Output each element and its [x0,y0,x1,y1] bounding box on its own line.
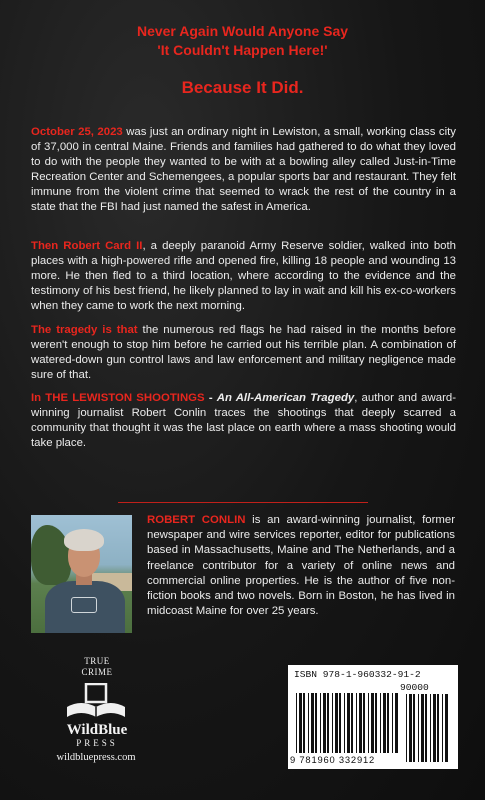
paragraph-1-lead: October 25, 2023 [31,126,123,138]
subhead: Because It Did. [181,78,304,97]
barcode-bar [445,694,448,762]
headline-line-2: 'It Couldn't Happen Here!' [157,42,328,58]
barcode-bar [359,693,362,753]
barcode-bar [363,693,365,753]
barcode-bar [356,693,357,753]
paragraph-3 [31,323,456,383]
publisher-name: WildBlue [66,722,128,738]
paragraph-4-subtitle: An All-American Tragedy [216,392,355,404]
barcode-bar [368,693,369,753]
barcode-bars [296,693,400,753]
isbn-text: ISBN 978-1-960332-91-2 [294,669,421,680]
barcode-bar [425,694,427,762]
price-code: 90000 [400,682,429,693]
barcode-bar [406,694,407,762]
barcode-bar [311,693,314,753]
open-book-logo-icon [63,683,129,723]
barcode-bar [351,693,353,753]
paragraph-1 [31,125,456,215]
barcode-bar [344,693,345,753]
headline-line-1: Never Again Would Anyone Say [136,23,349,39]
barcode-bar [380,693,381,753]
author-bio-text: is an award-winning journalist, former newspaper and wire services reporter, editor for publications based in Massachusetts, Maine and The Netherlands, and a freelance contributor for a variety of online news and commercial online properties. He is the author of five non-fiction books and two novels. Born in Boston, he has lived in midcoast Maine for over 25 years. [147,514,455,618]
headline [0,22,485,60]
barcode-bar [375,693,377,753]
paragraph-3-text: the numerous red flags he had raised in the months before weren't enough to stop him before he carried out his terrible plan. A combination of watered-down gun control laws and law enforcement and military negligence made sure of that. [31,324,456,381]
barcode-bar [296,693,297,753]
barcode-bar [303,693,305,753]
barcode-bar [421,694,424,762]
genre-line-2: CRIME [81,667,113,677]
barcode-bar [383,693,386,753]
paragraph-2-lead: Then Robert Card II [31,240,143,252]
isbn-barcode [288,665,458,769]
barcode-bar [437,694,439,762]
genre-line-1: TRUE [84,656,110,666]
paragraph-2 [31,239,456,314]
paragraph-1-text: was just an ordinary night in Lewiston, a small, working class city of 37,000 in central Maine. Friends and families had gathered to do what they loved to do with the people they wanted to be with at a bowling alley called Just-in-Time Recreation Center and Schemengees, a popular sports bar and restaurant. They felt immune from the violent crime that seemed to wrack the rest of the country in a state that the FBI had just named the safest in America. [31,126,456,213]
barcode-bar [320,693,321,753]
barcode-bar [430,694,431,762]
paragraph-4 [31,391,456,451]
barcode-bar [392,693,393,753]
barcode-bar [347,693,350,753]
section-divider [118,502,368,503]
paragraph-4-text: , author and award-winning journalist Robert Conlin traces the shootings that deeply scarred a community that thought it was the last place on earth where a mass shooting would take place. [31,392,457,449]
author-photo [31,515,132,633]
paragraph-4-lead: In THE LEWISTON SHOOTINGS [31,392,205,404]
barcode-bar [371,693,374,753]
barcode-bar [327,693,329,753]
barcode-bar [433,694,436,762]
author-bio [147,513,455,619]
barcode-bar [395,693,398,753]
barcode-bar [442,694,443,762]
barcode-bar [409,694,412,762]
barcode-bar [332,693,333,753]
publisher-url: wildbluepress.com [56,752,136,763]
barcode-bar [323,693,326,753]
barcode-bar [315,693,317,753]
paragraph-3-lead: The tragedy is that [31,324,138,336]
barcode-bar [339,693,341,753]
barcode-bar [387,693,389,753]
barcode-bar [299,693,302,753]
barcode-digits: 9 781960 332912 [290,754,375,765]
paragraph-4-dash: - [204,392,217,404]
genre-label [55,656,139,678]
author-name: ROBERT CONLIN [147,514,246,526]
paragraph-2-text: , a deeply paranoid Army Reserve soldier, walked into both places with a high-powered rifle and opened fire, killing 18 people and wounding 13 more. He then fled to a third location, where according to the evidence and the testimony of his best friend, he likely planned to lay in wait and kill his ex-co-workers when they came to work the next morning. [31,240,456,312]
barcode-bar [308,693,309,753]
barcode-bar [413,694,415,762]
barcode-bar [418,694,419,762]
addon-barcode-bars [406,694,450,762]
publisher-sub: PRESS [76,738,118,748]
barcode-bar [335,693,338,753]
